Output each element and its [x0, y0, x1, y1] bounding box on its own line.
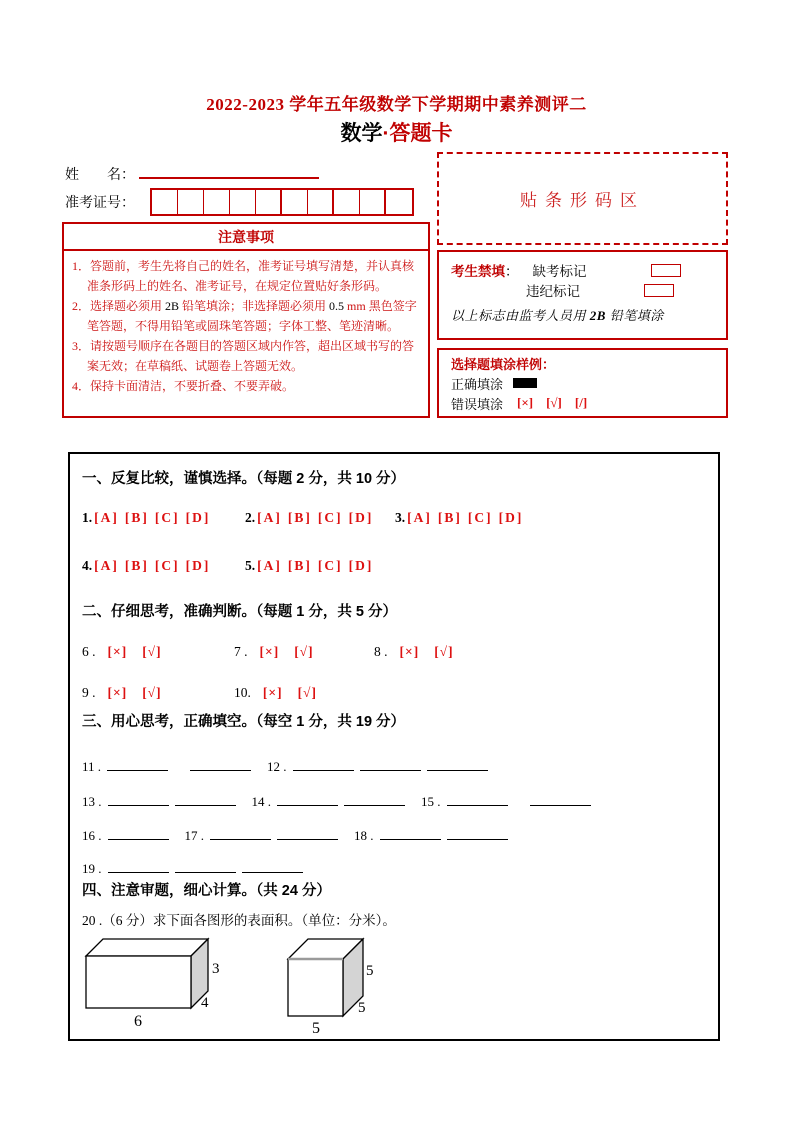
- answer-blank[interactable]: [293, 757, 354, 771]
- option-bubble[interactable]: [D]: [348, 558, 374, 573]
- section1-choice-rows: [82, 510, 706, 576]
- cuboid-top-face: [86, 939, 208, 956]
- notice-box: [62, 222, 430, 418]
- answer-blank[interactable]: [175, 859, 236, 873]
- question-number: 15 .: [421, 794, 441, 809]
- judge-question: [234, 644, 374, 662]
- question-number: 19 .: [82, 861, 102, 876]
- answer-blank[interactable]: [447, 792, 508, 806]
- judge-mark-bubble[interactable]: [×]: [107, 644, 128, 659]
- option-bubble[interactable]: [A]: [407, 510, 432, 525]
- choice-question: [395, 510, 706, 528]
- fill-question: [354, 826, 508, 844]
- fill-question: [421, 792, 591, 810]
- notice-item: [72, 337, 422, 376]
- section2-judge-rows: [82, 644, 706, 703]
- correct-fill-swatch: [513, 378, 537, 388]
- colon: ：: [505, 264, 519, 279]
- question-number: 9 .: [82, 685, 96, 700]
- answer-blank[interactable]: [277, 792, 338, 806]
- fill-row: [82, 825, 706, 844]
- admission-digit-cell[interactable]: [178, 190, 204, 214]
- question-number: 11 .: [82, 759, 102, 774]
- footnote-pencil-type: 2B: [589, 308, 606, 323]
- barcode-area: [437, 152, 728, 245]
- name-row: [65, 164, 319, 184]
- answer-blank[interactable]: [344, 792, 405, 806]
- notice-text-segment: 铅笔填涂；非选择题必须用: [179, 299, 330, 314]
- option-bubble[interactable]: [A]: [257, 510, 282, 525]
- judge-question: [82, 644, 234, 662]
- absent-mark-checkbox[interactable]: [651, 264, 681, 277]
- notice-list: [64, 251, 428, 397]
- section4-heading: 四、注意审题，细心计算。（共 24 分）: [82, 883, 331, 899]
- judge-row: [82, 685, 706, 703]
- option-bubble[interactable]: [A]: [257, 558, 282, 573]
- question-number: 16 .: [82, 828, 102, 843]
- choice-row: [82, 558, 706, 576]
- answer-blank[interactable]: [175, 792, 236, 806]
- cuboid-width-label: 4: [201, 995, 209, 1011]
- examiner-footnote: [451, 305, 716, 324]
- question-number: 1.: [82, 510, 93, 525]
- option-bubble[interactable]: [D]: [185, 510, 211, 525]
- question-number: 18 .: [354, 828, 374, 843]
- judge-question: [82, 685, 234, 703]
- question-number: 17 .: [184, 828, 204, 843]
- fill-question: [82, 757, 251, 775]
- violation-mark-row: [451, 280, 716, 300]
- fill-question: [82, 859, 303, 877]
- answer-blank[interactable]: [107, 757, 168, 771]
- fill-row: [82, 791, 706, 810]
- option-bubble[interactable]: [A]: [94, 558, 119, 573]
- notice-text-segment: 1．答题前，考生先将自己的姓名，准考证号填写清楚，并认真核准条形码上的姓名、准考证号，在规定位置贴好条形码。: [72, 259, 415, 293]
- choice-row: [82, 510, 706, 528]
- answer-blank[interactable]: [108, 826, 169, 840]
- option-bubble[interactable]: [D]: [348, 510, 374, 525]
- notice-item: [72, 377, 422, 397]
- cube-bottom-label: 5: [312, 1020, 320, 1037]
- answer-blank[interactable]: [277, 826, 338, 840]
- question-number: 6 .: [82, 644, 96, 659]
- cuboid-front-face: [86, 956, 191, 1008]
- cuboid-height-label: 3: [212, 961, 220, 977]
- answer-blank[interactable]: [190, 757, 251, 771]
- notice-text-segment: 0.5: [329, 299, 345, 314]
- fill-row: [82, 858, 706, 877]
- answer-card-label: ·答题卡: [382, 122, 453, 145]
- cuboid-figure: [82, 936, 242, 1038]
- judge-mark-bubble[interactable]: [×]: [107, 685, 128, 700]
- fill-sample-box: [437, 348, 728, 418]
- fill-question: [252, 792, 406, 810]
- admission-digit-cell[interactable]: [308, 190, 334, 214]
- wrong-mark: [√]: [546, 395, 562, 410]
- barcode-area-label: 贴条形码区: [520, 191, 645, 210]
- option-bubble[interactable]: [C]: [317, 510, 343, 525]
- footnote-pre: 以上标志由监考人员用: [451, 308, 590, 323]
- notice-text-segment: 4．保持卡面清洁，不要折叠、不要弄破。: [72, 379, 295, 394]
- question-number: 8 .: [374, 644, 388, 659]
- section2-heading: 二、仔细思考，准确判断。（每题 1 分，共 5 分）: [82, 604, 397, 620]
- wrong-fill-row: [451, 393, 716, 413]
- notice-text-segment: 3．请按题号顺序在各题目的答题区域内作答，超出区域书写的答案无效；在草稿纸、试题卷上答题无效。: [72, 339, 415, 373]
- fill-sample-title: 选择题填涂样例：: [451, 357, 556, 372]
- examiner-forbidden-label: 考生禁填: [451, 264, 505, 279]
- judge-row: [82, 644, 706, 662]
- question-20-text: 20 .（6 分）求下面各图形的表面积。（单位：分米）。: [82, 913, 396, 928]
- judge-mark-bubble[interactable]: [×]: [259, 644, 280, 659]
- judge-mark-bubble[interactable]: [√]: [294, 644, 314, 659]
- violation-mark-checkbox[interactable]: [644, 284, 674, 297]
- question-number: 4.: [82, 558, 93, 573]
- admission-digit-cell[interactable]: [282, 190, 308, 214]
- admission-number-boxes: [150, 188, 414, 216]
- answer-blank[interactable]: [360, 757, 421, 771]
- option-bubble[interactable]: [B]: [124, 558, 149, 573]
- option-bubble[interactable]: [C]: [317, 558, 343, 573]
- absent-mark-row: [451, 260, 716, 280]
- judge-mark-bubble[interactable]: [√]: [142, 685, 162, 700]
- fill-question: [267, 757, 488, 775]
- correct-fill-row: [451, 373, 716, 393]
- cube-front-face: [288, 959, 343, 1016]
- fill-question: [82, 826, 169, 844]
- answer-blank[interactable]: [210, 826, 271, 840]
- wrong-mark: [/]: [574, 395, 588, 410]
- option-bubble[interactable]: [C]: [154, 510, 180, 525]
- admission-digit-cell[interactable]: [204, 190, 230, 214]
- admission-digit-cell[interactable]: [334, 190, 360, 214]
- answer-card-body: [68, 452, 720, 1041]
- admission-digit-cell[interactable]: [360, 190, 386, 214]
- name-label: 姓 名：: [65, 168, 135, 183]
- cuboid-length-label: 6: [134, 1013, 142, 1030]
- exam-title: 2022-2023 学年五年级数学下学期期中素养测评二: [206, 95, 587, 114]
- notice-item: [72, 297, 422, 336]
- judge-mark-bubble[interactable]: [√]: [297, 685, 317, 700]
- question-number: 10.: [234, 685, 251, 700]
- judge-mark-bubble[interactable]: [√]: [142, 644, 162, 659]
- option-bubble[interactable]: [B]: [287, 558, 312, 573]
- answer-blank[interactable]: [427, 757, 488, 771]
- notice-item: [72, 257, 422, 296]
- notice-title: 注意事项: [64, 224, 428, 251]
- notice-text-segment: 2．选择题必须用: [72, 299, 166, 314]
- choice-question: [245, 558, 395, 576]
- choice-question: [82, 558, 245, 576]
- section1-heading: 一、反复比较，谨慎选择。（每题 2 分，共 10 分）: [82, 471, 406, 487]
- option-bubble[interactable]: [B]: [437, 510, 462, 525]
- question-number: 2.: [245, 510, 256, 525]
- name-input-line[interactable]: [139, 164, 319, 179]
- option-bubble[interactable]: [A]: [94, 510, 119, 525]
- section3-heading: 三、用心思考，正确填空。（每空 1 分，共 19 分）: [82, 714, 406, 730]
- answer-blank[interactable]: [108, 792, 169, 806]
- option-bubble[interactable]: [B]: [287, 510, 312, 525]
- correct-fill-label: 正确填涂: [451, 376, 504, 392]
- option-bubble[interactable]: [C]: [154, 558, 180, 573]
- judge-mark-bubble[interactable]: [×]: [262, 685, 283, 700]
- question-number: 7 .: [234, 644, 248, 659]
- answer-blank[interactable]: [108, 859, 169, 873]
- admission-digit-cell[interactable]: [152, 190, 178, 214]
- fill-question: [185, 826, 339, 844]
- cube-figure: [284, 936, 389, 1038]
- wrong-mark: [×]: [517, 395, 534, 410]
- admission-digit-cell[interactable]: [386, 190, 412, 214]
- option-bubble[interactable]: [B]: [124, 510, 149, 525]
- judge-question: [374, 644, 706, 662]
- cube-depth-label: 5: [358, 1000, 366, 1016]
- notice-text-segment: mm 黑色签字笔答题，不得用铅笔或圆珠笔答题；字体工整、笔迹清晰。: [87, 299, 417, 333]
- violation-mark-label: 违纪标记: [526, 284, 580, 299]
- wrong-fill-label: 错误填涂: [451, 396, 504, 412]
- judge-mark-bubble[interactable]: [√]: [434, 644, 454, 659]
- question-number: 13 .: [82, 794, 102, 809]
- cube-height-label: 5: [366, 963, 374, 979]
- subject-title: [0, 117, 793, 147]
- answer-blank[interactable]: [530, 792, 591, 806]
- fill-question: [82, 792, 236, 810]
- absent-mark-label: 缺考标记: [532, 264, 587, 279]
- judge-mark-bubble[interactable]: [×]: [399, 644, 420, 659]
- question-number: 5.: [245, 558, 256, 573]
- subject-name: 数学: [340, 122, 383, 145]
- answer-blank[interactable]: [242, 859, 303, 873]
- choice-question: [245, 510, 395, 528]
- question-number: 14 .: [251, 794, 271, 809]
- admission-digit-cell[interactable]: [256, 190, 282, 214]
- question-number: 12 .: [267, 759, 287, 774]
- answer-blank[interactable]: [380, 826, 441, 840]
- footnote-post: 铅笔填涂: [605, 308, 664, 323]
- admission-digit-cell[interactable]: [230, 190, 256, 214]
- wrong-fill-marks: [517, 395, 587, 411]
- question-number: 3.: [395, 510, 406, 525]
- option-bubble[interactable]: [D]: [498, 510, 524, 525]
- section3-fill-rows: [82, 756, 706, 877]
- answer-blank[interactable]: [447, 826, 508, 840]
- admission-number-label: 准考证号：: [65, 196, 135, 211]
- option-bubble[interactable]: [D]: [185, 558, 211, 573]
- figure-area: [82, 936, 706, 1038]
- choice-question: [82, 510, 245, 528]
- option-bubble[interactable]: [C]: [467, 510, 493, 525]
- examiner-only-box: [437, 250, 728, 340]
- fill-row: [82, 756, 706, 775]
- judge-question: [234, 685, 374, 703]
- notice-text-segment: 2B: [165, 299, 180, 314]
